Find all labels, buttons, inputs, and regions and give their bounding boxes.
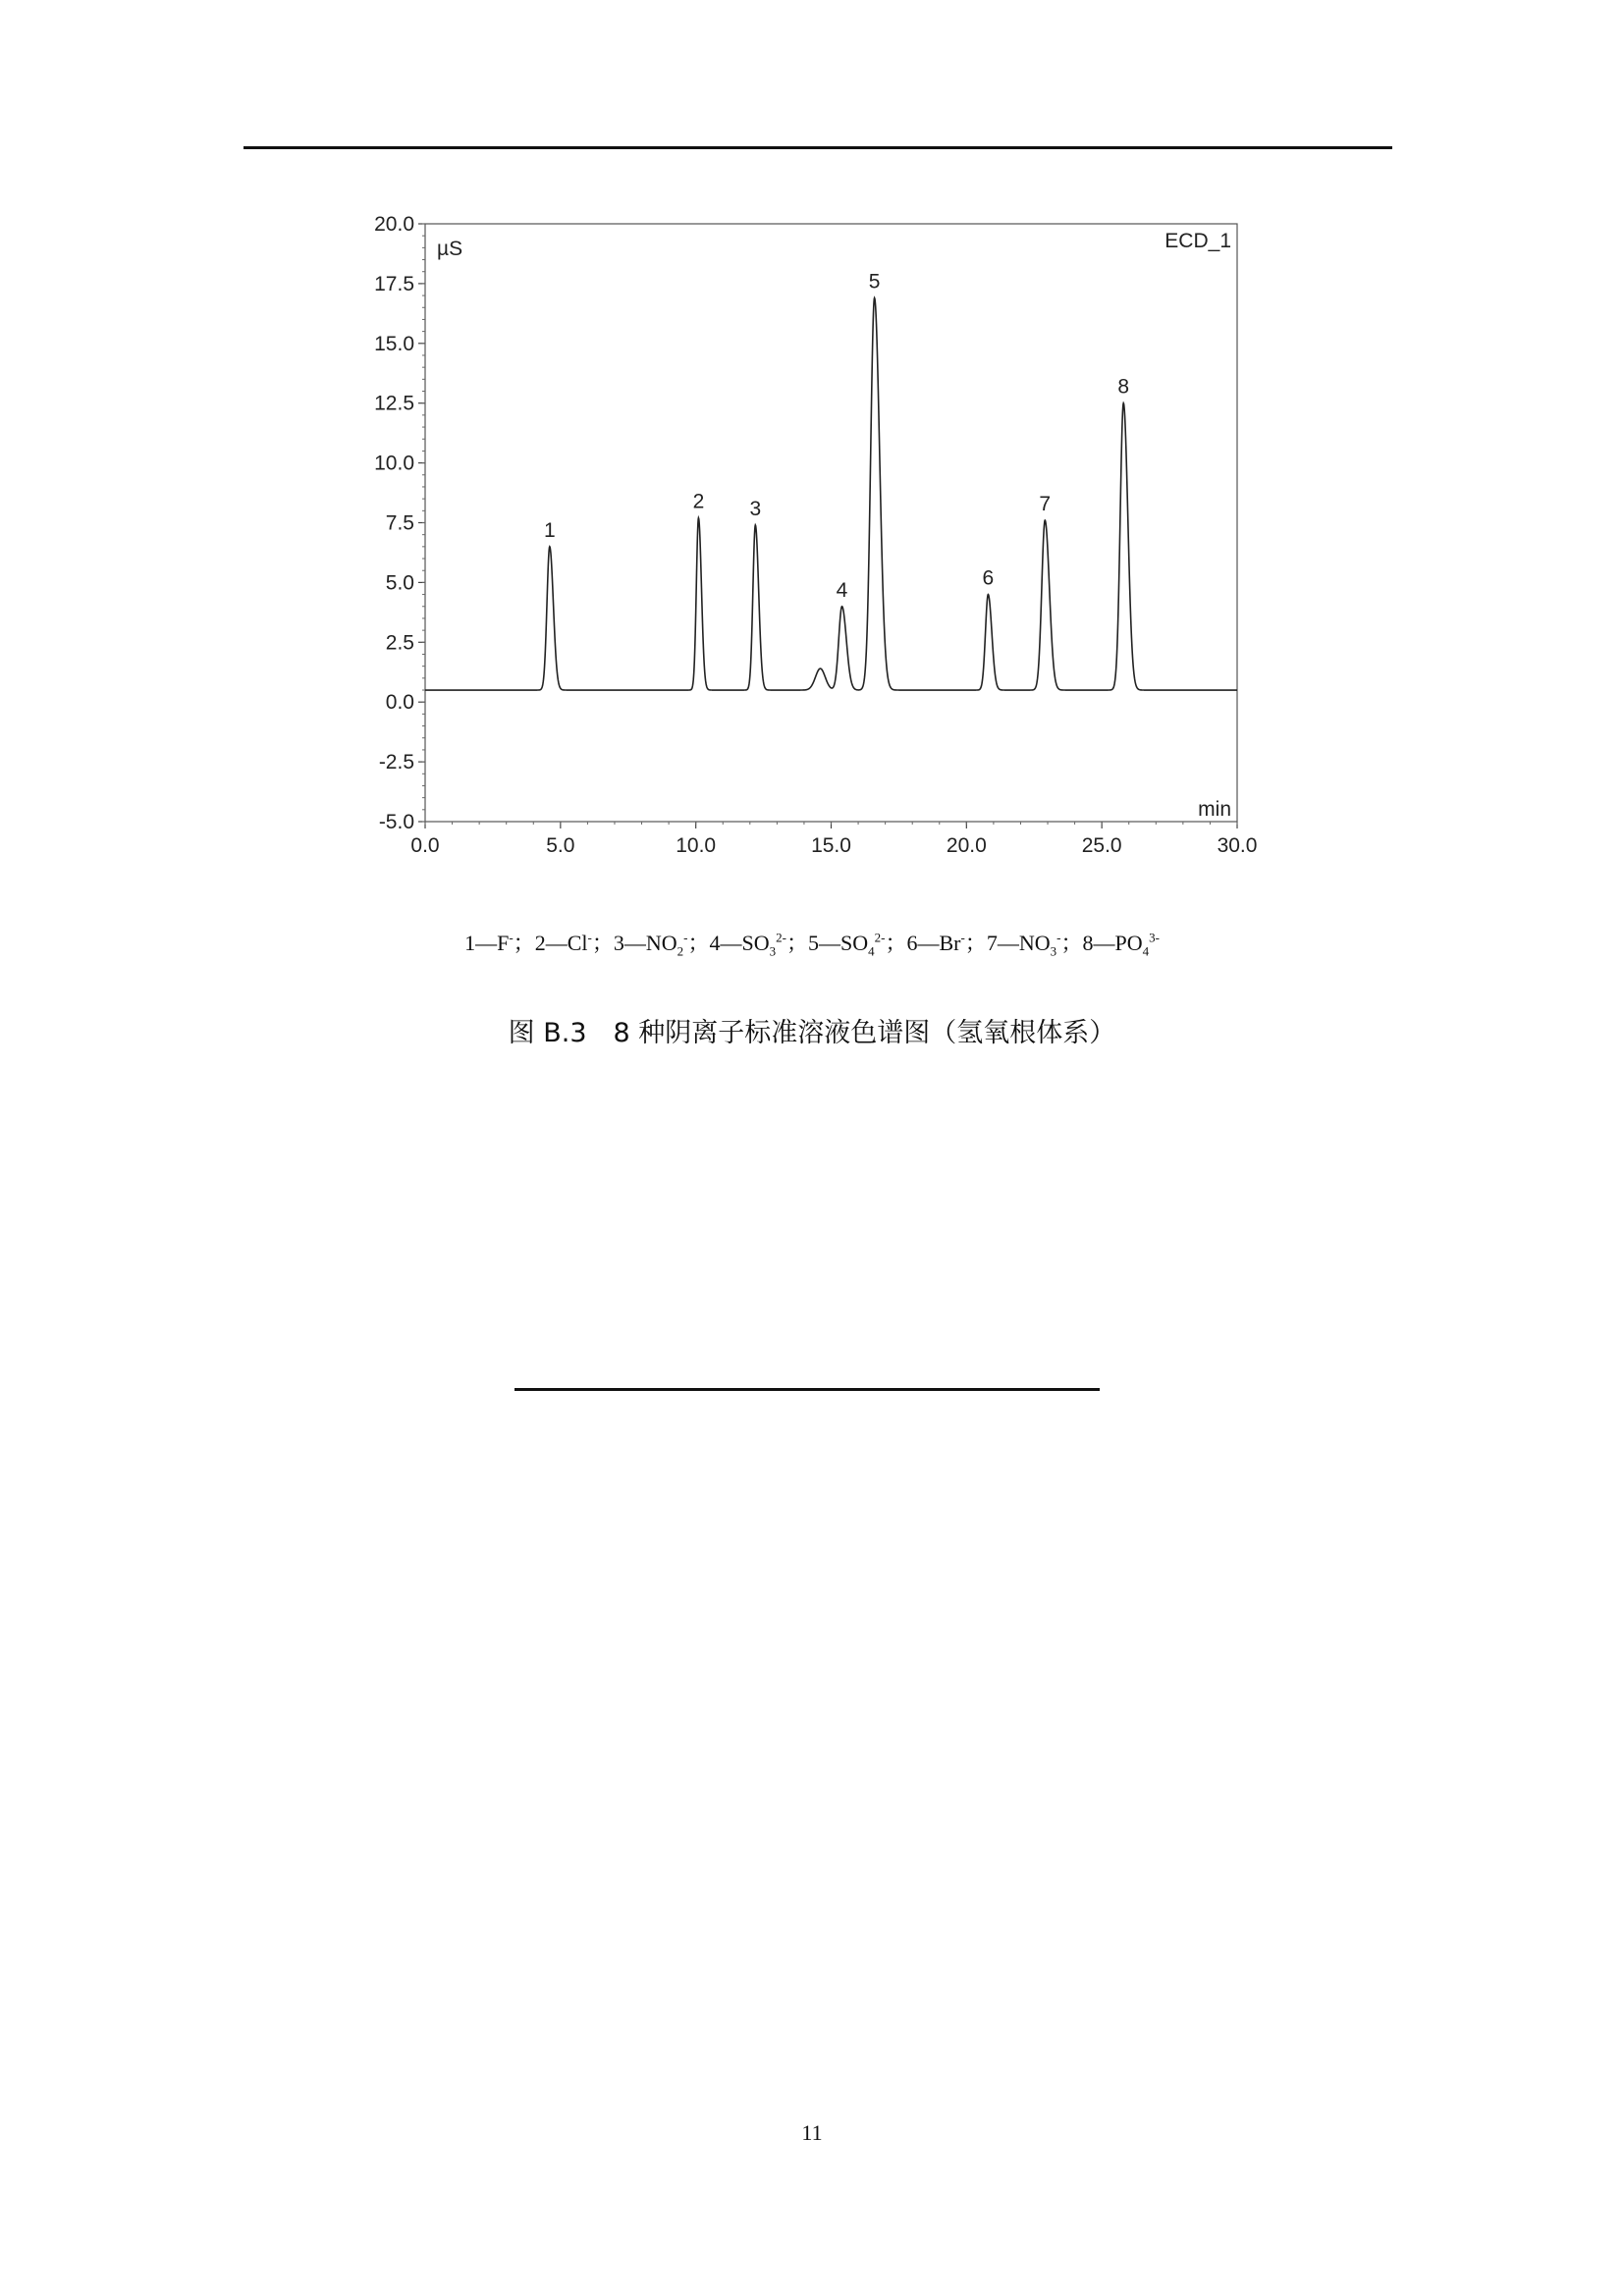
- peak-legend: 1—F-；2—Cl-；$3—NO_2^-$；$4—SO_3^{2-}$；$5—SO_4^{2-}$；6—Br-；$7—NO_3^-$；$8—PO_4^{3-}$: [464, 930, 1160, 959]
- legend-item-7: $7—NO_3^-$: [986, 930, 1061, 959]
- x-tick-label: 25.0: [1081, 834, 1122, 857]
- peak-label-6: 6: [982, 566, 995, 590]
- legend-item-6: 6—Br-: [906, 930, 965, 955]
- trace-label: ECD_1: [1164, 230, 1231, 252]
- y-tick-label: 20.0: [374, 213, 414, 236]
- end-rule: [514, 1388, 1100, 1391]
- y-tick-label: 7.5: [385, 511, 414, 535]
- legend-item-4: $4—SO_3^{2-}$: [709, 930, 786, 959]
- peak-label-7: 7: [1039, 493, 1052, 516]
- y-tick-label: 17.5: [374, 272, 414, 295]
- y-unit-label: µS: [437, 238, 463, 260]
- y-tick-label: 10.0: [374, 452, 414, 475]
- x-tick-label: 0.0: [410, 834, 440, 857]
- page-number: 11: [801, 2120, 823, 2145]
- y-tick-label: 12.5: [374, 392, 414, 415]
- x-tick-label: 20.0: [946, 834, 987, 857]
- legend-item-3: $3—NO_2^-$: [613, 930, 688, 959]
- peak-label-3: 3: [749, 497, 762, 520]
- peak-label-1: 1: [543, 518, 556, 542]
- legend-item-8: $8—PO_4^{3-}$: [1082, 930, 1160, 959]
- figure-caption: 图 B.3 8 种阴离子标准溶液色谱图（氢氧根体系）: [508, 1018, 1116, 1048]
- peak-label-5: 5: [868, 270, 881, 294]
- peak-label-2: 2: [692, 490, 705, 513]
- legend-item-2: 2—Cl-: [534, 930, 592, 955]
- peak-label-8: 8: [1117, 375, 1130, 399]
- y-tick-label: 0.0: [385, 691, 414, 715]
- y-tick-label: 5.0: [385, 571, 414, 595]
- x-tick-label: 30.0: [1217, 834, 1258, 857]
- x-tick-label: 15.0: [811, 834, 851, 857]
- peak-label-4: 4: [836, 578, 848, 602]
- x-unit-label: min: [1198, 798, 1231, 821]
- x-tick-label: 5.0: [546, 834, 575, 857]
- chromatogram-chart: [353, 206, 1276, 874]
- legend-item-1: 1—F-: [464, 930, 514, 955]
- y-tick-label: -2.5: [378, 751, 414, 774]
- y-tick-label: 2.5: [385, 631, 414, 655]
- header-rule: [244, 146, 1392, 149]
- x-tick-label: 10.0: [676, 834, 717, 857]
- legend-item-5: $5—SO_4^{2-}$: [807, 930, 886, 959]
- signal-trace: [425, 298, 1237, 691]
- y-tick-label: -5.0: [378, 811, 414, 833]
- chromatogram-svg: [353, 206, 1276, 874]
- y-tick-label: 15.0: [374, 332, 414, 355]
